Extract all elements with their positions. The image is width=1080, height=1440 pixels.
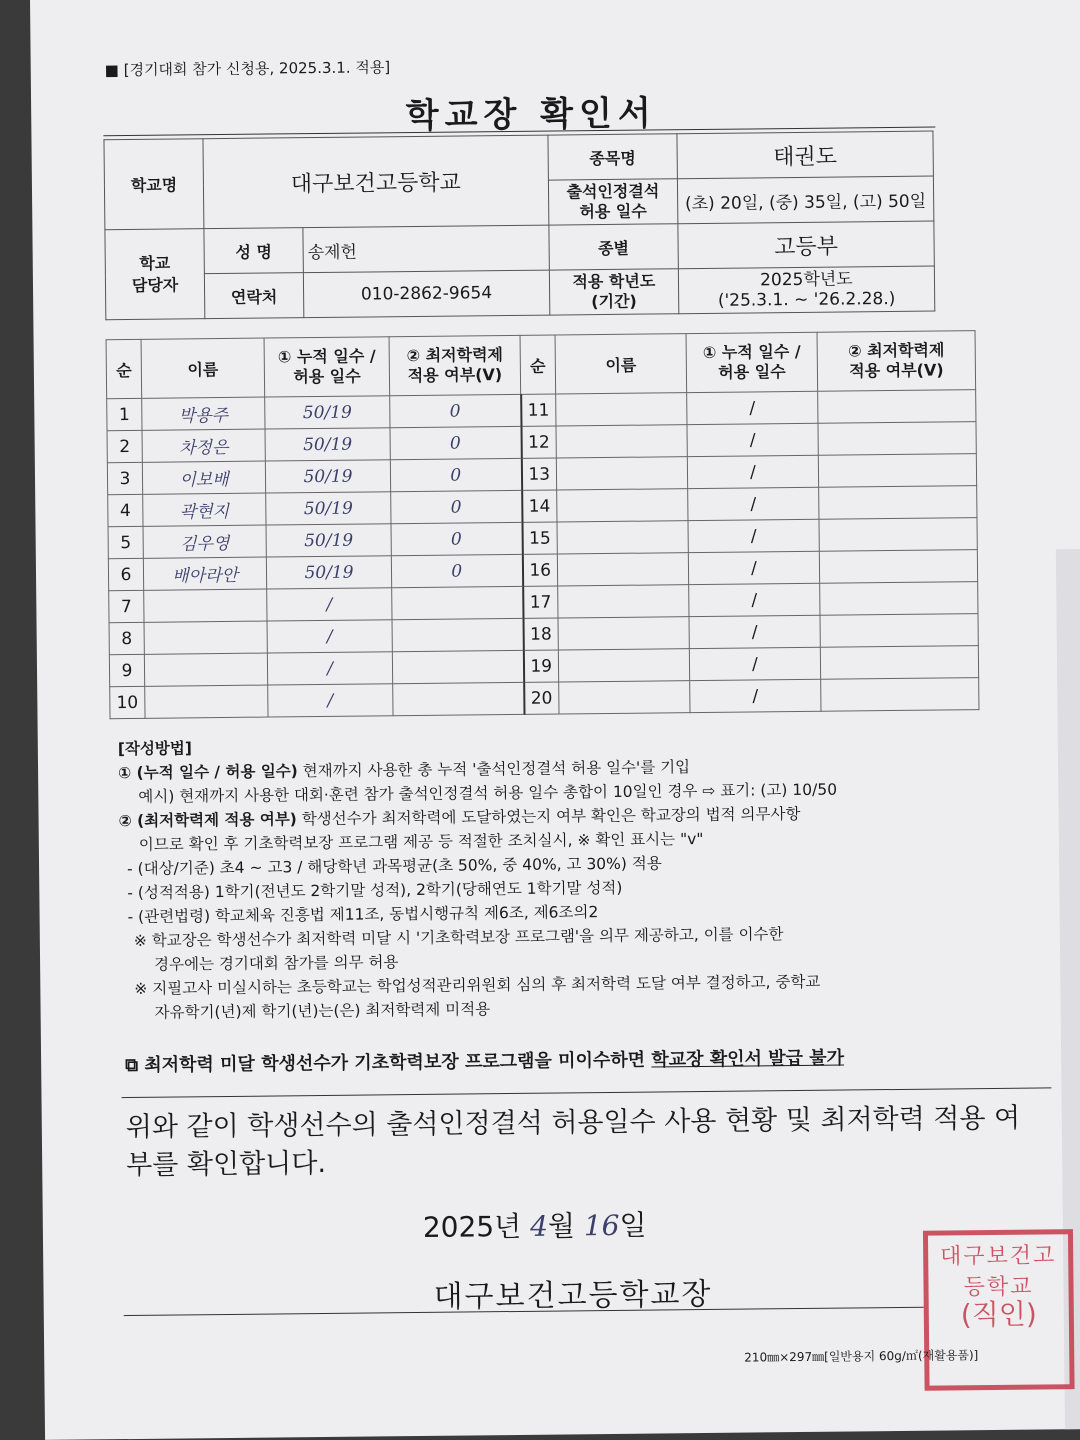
issue-date bbox=[423, 1204, 647, 1246]
date-day: 16 bbox=[583, 1208, 620, 1243]
instruction-line: - (대상/기준) 초4 ~ 고3 / 해당학년 과목평균(초 50%, 중 40%, 고 30%) 적용 bbox=[127, 854, 662, 879]
student-name bbox=[144, 653, 267, 686]
header-min-left bbox=[389, 335, 521, 395]
allow-days-label-line1: 출석인정결석 bbox=[566, 181, 660, 202]
manager-label bbox=[105, 229, 205, 320]
attendance-days: / bbox=[268, 684, 393, 717]
school-label: 학교명 bbox=[104, 139, 204, 230]
minimum-academic-check bbox=[821, 678, 979, 712]
year-label-line2: (기간) bbox=[591, 291, 637, 312]
issuance-warning bbox=[125, 1044, 844, 1078]
minimum-academic-check bbox=[392, 586, 523, 619]
row-number: 6 bbox=[108, 558, 143, 590]
header-days-left-line1: ① 누적 일수 / bbox=[277, 346, 376, 367]
form-header-note: ■ [경기대회 참가 신청용, 2025.3.1. 적용] bbox=[104, 58, 391, 80]
sport-label: 종목명 bbox=[548, 134, 677, 180]
student-name: 박용주 bbox=[142, 397, 265, 430]
minimum-academic-check bbox=[819, 486, 977, 520]
minimum-academic-check bbox=[818, 454, 976, 488]
minimum-academic-check: 0 bbox=[390, 426, 521, 459]
contact-value: 010-2862-9654 bbox=[303, 270, 549, 318]
attendance-days: / bbox=[267, 652, 392, 685]
instruction-term: ② (최저학력제 적용 여부) bbox=[118, 810, 297, 831]
row-number: 8 bbox=[109, 622, 144, 654]
info-table bbox=[103, 131, 935, 321]
student-name bbox=[557, 521, 688, 554]
instruction-text: 학생선수가 최저학력에 도달하였는지 여부 확인은 학교장의 법적 의무사항 bbox=[296, 804, 801, 829]
allow-days-label bbox=[548, 179, 677, 225]
attendance-days: / bbox=[689, 615, 820, 648]
attendance-days: / bbox=[689, 583, 820, 616]
document-page bbox=[30, 0, 1080, 1440]
date-year: 2025년 bbox=[422, 1209, 522, 1244]
school-name: 대구보건고등학교 bbox=[203, 135, 549, 229]
minimum-academic-check bbox=[393, 682, 524, 715]
student-name bbox=[144, 589, 267, 622]
minimum-academic-check bbox=[818, 390, 976, 424]
header-min-right-line1: ② 최저학력제 bbox=[847, 340, 945, 361]
row-number: 19 bbox=[523, 650, 558, 682]
student-name bbox=[144, 621, 267, 654]
instruction-line: ※ 학교장은 학생선수가 최저학력 미달 시 '기초학력보장 프로그램'을 의무 제공하고, 이를 이수한 bbox=[133, 925, 784, 950]
instruction-line: 경우에는 경기대회 참가를 의무 허용 bbox=[154, 953, 399, 974]
row-number: 20 bbox=[524, 682, 559, 714]
row-number: 9 bbox=[109, 654, 144, 686]
section-rule bbox=[121, 1087, 1051, 1098]
confirmation-statement: 위와 같이 학생선수의 출석인정결석 허용일수 사용 현황 및 최저학력 적용 여부를 확인합니다. bbox=[125, 1102, 1021, 1182]
row-number: 18 bbox=[523, 618, 558, 650]
seal-rim-text: 대구보건고등학교 bbox=[939, 1243, 1057, 1301]
student-name: 김우영 bbox=[143, 525, 266, 558]
instructions-heading: [작성방법] bbox=[117, 739, 193, 759]
seal-center-text: (직인) bbox=[960, 1297, 1037, 1332]
attendance-days: / bbox=[687, 391, 818, 424]
minimum-academic-check: 0 bbox=[391, 554, 522, 587]
minimum-academic-check bbox=[820, 582, 978, 616]
student-name: 곽현지 bbox=[143, 493, 266, 526]
instruction-line: - (성적적용) 1학기(전년도 2학기말 성적), 2학기(당해연도 1학기말 성적) bbox=[127, 878, 623, 903]
header-min-right bbox=[817, 331, 976, 392]
student-name: 이보배 bbox=[142, 461, 265, 494]
minimum-academic-check bbox=[820, 614, 978, 648]
principal-signature-line: 대구보건고등학교장 bbox=[433, 1276, 713, 1315]
header-name-left: 이름 bbox=[141, 338, 265, 398]
row-number: 2 bbox=[107, 430, 142, 462]
instruction-text: 현재까지 사용한 총 누적 '출석인정결석 허용 일수'를 기입 bbox=[297, 758, 691, 781]
student-name bbox=[556, 457, 687, 490]
header-days-right bbox=[686, 332, 818, 392]
division-value: 고등부 bbox=[678, 221, 935, 269]
header-min-right-line2: 적용 여부(V) bbox=[849, 360, 944, 381]
row-number: 12 bbox=[521, 426, 556, 458]
student-name: 배아라안 bbox=[143, 557, 266, 590]
attendance-days: 50/19 bbox=[265, 396, 390, 429]
document-title: 학교장 확인서 bbox=[405, 93, 657, 137]
instruction-term: ① (누적 일수 / 허용 일수) bbox=[118, 762, 298, 783]
official-seal bbox=[923, 1229, 1075, 1391]
date-day-unit: 일 bbox=[619, 1208, 647, 1242]
name-label: 성 명 bbox=[204, 228, 303, 274]
minimum-academic-check: 0 bbox=[391, 522, 522, 555]
row-number: 1 bbox=[107, 398, 142, 430]
student-name bbox=[558, 617, 689, 650]
minimum-academic-check bbox=[392, 618, 523, 651]
student-name bbox=[558, 585, 689, 618]
minimum-academic-check bbox=[820, 646, 978, 680]
header-days-left-line2: 허용 일수 bbox=[293, 366, 361, 387]
attendance-days: 50/19 bbox=[265, 428, 390, 461]
attendance-days: / bbox=[688, 519, 819, 552]
row-number: 16 bbox=[522, 554, 557, 586]
allow-days-value: (초) 20일, (중) 35일, (고) 50일 bbox=[677, 176, 934, 224]
minimum-academic-check: 0 bbox=[390, 458, 521, 491]
allow-days-label-line2: 허용 일수 bbox=[579, 201, 647, 222]
row-number: 10 bbox=[110, 686, 145, 718]
row-number: 5 bbox=[108, 526, 143, 558]
minimum-academic-check bbox=[818, 422, 976, 456]
header-days-right-line1: ① 누적 일수 / bbox=[702, 341, 801, 362]
contact-label: 연락처 bbox=[204, 273, 303, 319]
attendance-days: / bbox=[267, 588, 392, 621]
attendance-days: 50/19 bbox=[266, 492, 391, 525]
sport-value: 태권도 bbox=[677, 131, 934, 179]
issuance-warning-emphasis: 학교장 확인서 발급 불가 bbox=[651, 1047, 845, 1071]
instruction-line: 예시) 현재까지 사용한 대회·훈련 참가 출석인정결석 허용 일수 총합이 10일인 경우 ⇨ 표기: (고) 10/50 bbox=[138, 780, 838, 806]
minimum-academic-check bbox=[392, 650, 523, 683]
minimum-academic-check: 0 bbox=[390, 394, 521, 427]
instruction-line: ※ 지필고사 미실시하는 초등학교는 학업성적관리위원회 심의 후 최저학력 도달 여부 결정하고, 중학교 bbox=[134, 972, 821, 998]
minimum-academic-check bbox=[819, 518, 977, 552]
attendance-days: / bbox=[267, 620, 392, 653]
header-days-left bbox=[264, 337, 390, 397]
header-min-left-line2: 적용 여부(V) bbox=[407, 365, 503, 386]
student-name bbox=[557, 489, 688, 522]
minimum-academic-check: 0 bbox=[391, 490, 522, 523]
instruction-line: 이므로 확인 후 기초학력보장 프로그램 제공 등 적절한 조치실시, ※ 확인 표시는 "v" bbox=[138, 829, 704, 854]
attendance-days: / bbox=[687, 423, 818, 456]
student-name bbox=[557, 553, 688, 586]
instruction-line: 자유학기(년)제 학기(년)는(은) 최저학력제 미적용 bbox=[154, 1000, 491, 1022]
attendance-days: / bbox=[688, 551, 819, 584]
year-label bbox=[549, 269, 678, 315]
student-list-table bbox=[106, 330, 980, 719]
division-label: 종별 bbox=[549, 224, 678, 270]
attendance-days: / bbox=[690, 679, 821, 712]
date-month: 4 bbox=[529, 1209, 549, 1243]
attendance-days: / bbox=[689, 647, 820, 680]
paper-spec-footer: 210㎜×297㎜[일반용지 60g/㎡(재활용품)] bbox=[744, 1348, 979, 1365]
date-month-unit: 월 bbox=[547, 1209, 576, 1243]
row-number: 13 bbox=[521, 458, 556, 490]
header-num-left: 순 bbox=[106, 339, 142, 398]
row-number: 3 bbox=[107, 462, 142, 494]
year-label-line1: 적용 학년도 bbox=[572, 271, 656, 292]
row-number: 11 bbox=[521, 394, 556, 426]
attendance-days: 50/19 bbox=[266, 556, 391, 589]
row-number: 14 bbox=[522, 490, 557, 522]
row-number: 7 bbox=[109, 590, 144, 622]
year-text: 2025학년도 bbox=[760, 269, 853, 291]
period-text: ('25.3.1. ~ '26.2.28.) bbox=[717, 288, 896, 311]
minimum-academic-check bbox=[819, 550, 977, 584]
header-days-right-line2: 허용 일수 bbox=[718, 362, 786, 382]
attendance-days: / bbox=[688, 487, 819, 520]
attendance-days: 50/19 bbox=[265, 460, 390, 493]
row-number: 4 bbox=[108, 494, 143, 526]
attendance-days: 50/19 bbox=[266, 524, 391, 557]
manager-label-line2: 담당자 bbox=[131, 274, 179, 295]
student-name bbox=[556, 393, 687, 426]
instructions bbox=[118, 728, 1021, 1025]
instruction-line: - (관련법령) 학교체육 진흥법 제11조, 동법시행규칙 제6조, 제6조의2 bbox=[127, 903, 599, 927]
manager-name: 송제헌 bbox=[303, 225, 549, 273]
header-min-left-line1: ② 최저학력제 bbox=[406, 345, 504, 366]
row-number: 17 bbox=[523, 586, 558, 618]
student-name bbox=[145, 685, 268, 718]
student-name bbox=[556, 425, 687, 458]
student-name: 차정은 bbox=[142, 429, 265, 462]
year-value bbox=[678, 266, 935, 314]
header-name-right: 이름 bbox=[555, 334, 687, 394]
student-name bbox=[559, 681, 690, 714]
row-number: 15 bbox=[522, 522, 557, 554]
issuance-warning-text: ⧉ 최저학력 미달 학생선수가 기초학력보장 프로그램을 미이수하면 bbox=[125, 1049, 652, 1077]
header-num-right: 순 bbox=[520, 335, 556, 394]
manager-label-line1: 학교 bbox=[139, 253, 171, 273]
attendance-days: / bbox=[687, 455, 818, 488]
student-name bbox=[558, 649, 689, 682]
